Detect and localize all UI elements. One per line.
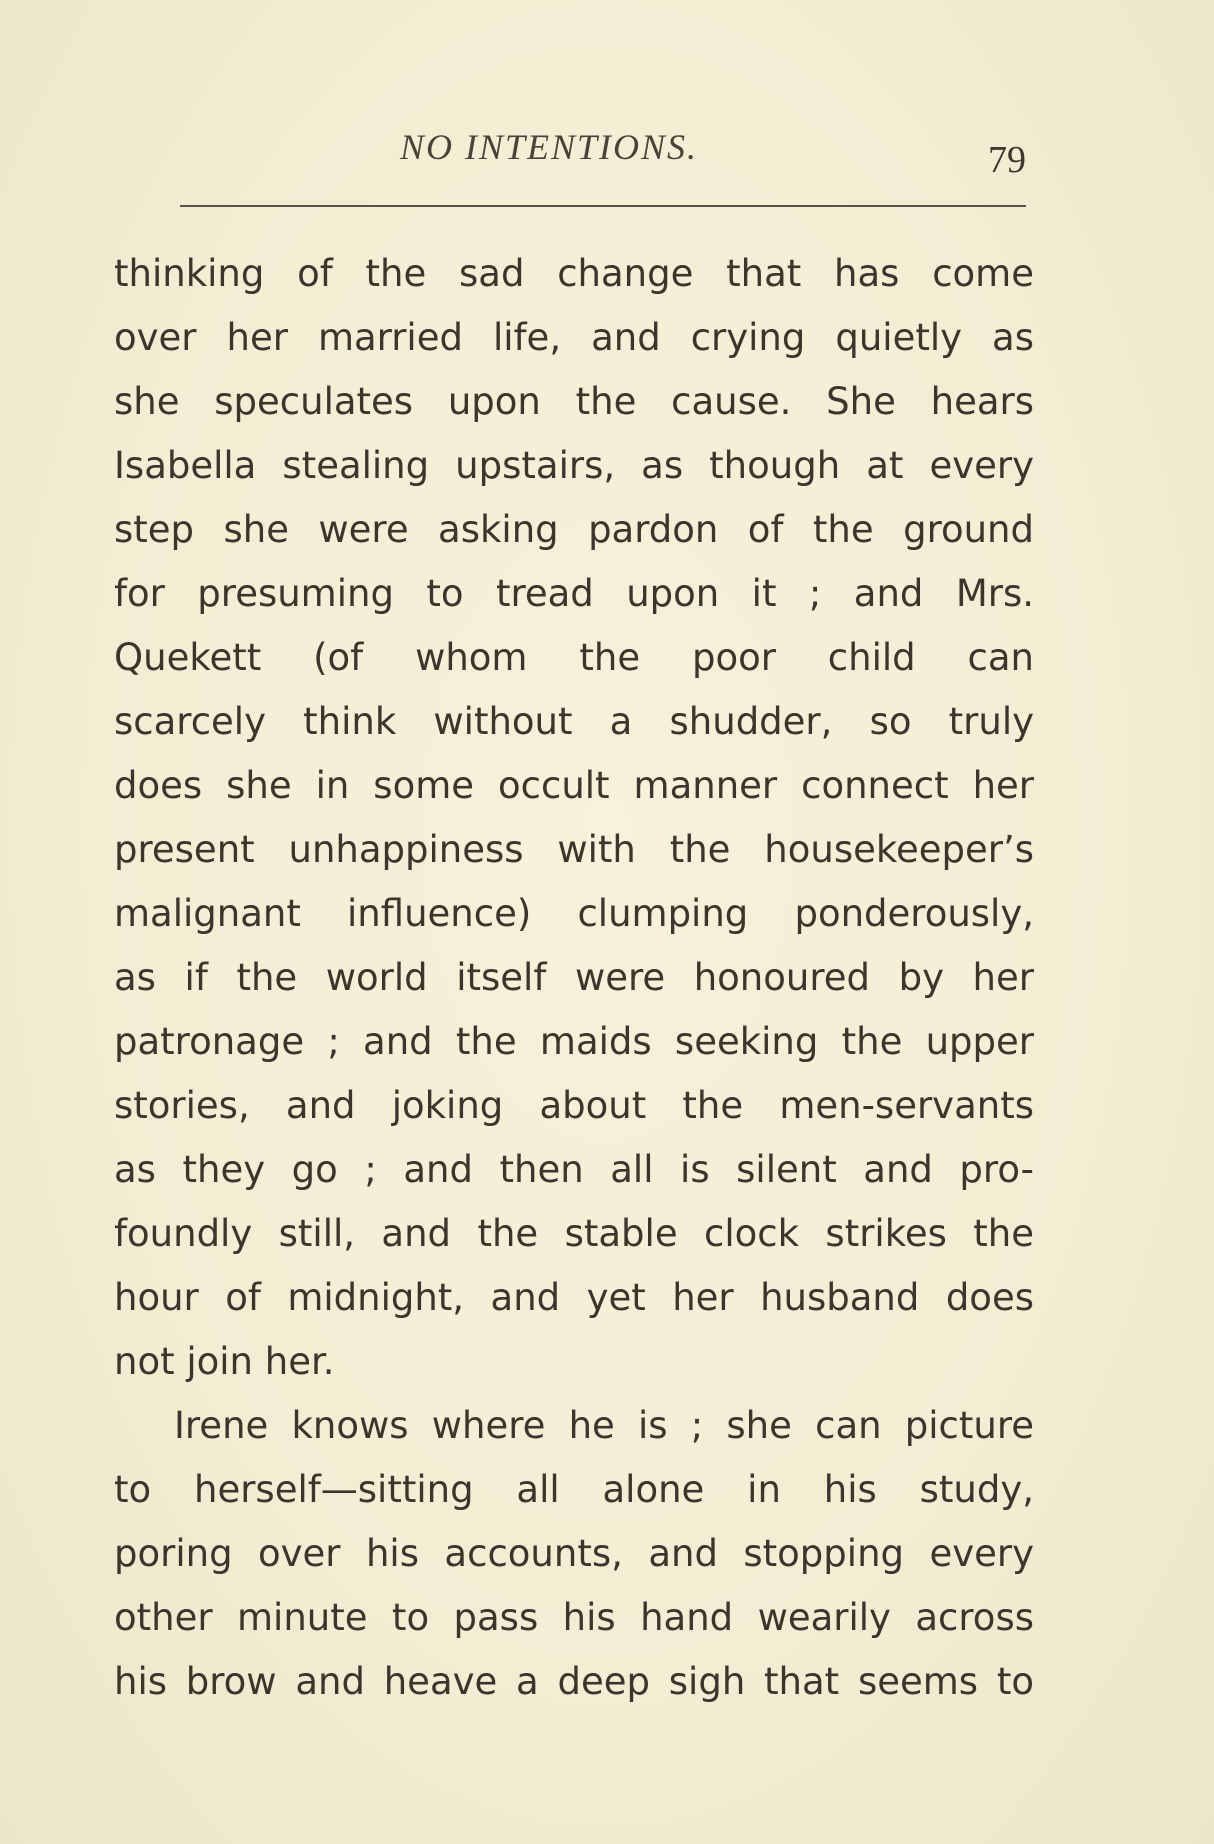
text-line: as if the world itself were honoured by her [114,956,1034,999]
body-text [114,242,1034,1714]
text-line: other minute to pass his hand wearily across [114,1596,1034,1639]
text-line: present unhappiness with the housekeeper’s [114,828,1034,871]
text-line: to herself—sitting all alone in his study, [114,1468,1034,1511]
running-head [0,126,1214,181]
running-title: NO INTENTIONS. [400,127,699,167]
text-line: malignant influence) clumping ponderously, [114,892,1034,935]
paragraph-start-line: Irene knows where he is ; she can picture [174,1404,1034,1447]
text-line: Quekett (of whom the poor child can [114,636,1034,679]
text-line: step she were asking pardon of the ground [114,508,1034,551]
text-line: over her married life, and crying quietly as [114,316,1034,359]
text-line: poring over his accounts, and stopping every [114,1532,1034,1575]
text-line: patronage ; and the maids seeking the upper [114,1020,1034,1063]
paragraph-end-line: not join her. [114,1340,335,1383]
text-line: Isabella stealing upstairs, as though at every [114,444,1034,487]
text-line: does she in some occult manner connect her [114,764,1034,807]
text-line: stories, and joking about the men-servants [114,1084,1034,1127]
text-line: hour of midnight, and yet her husband does [114,1276,1034,1319]
text-line: for presuming to tread upon it ; and Mrs. [114,572,1034,615]
text-line: as they go ; and then all is silent and pro- [114,1148,1034,1191]
page-number: 79 [988,139,1026,181]
header-rule [180,205,1026,207]
text-line: foundly still, and the stable clock strikes the [114,1212,1034,1255]
text-line: thinking of the sad change that has come [114,252,1034,295]
text-line: scarcely think without a shudder, so truly [114,700,1034,743]
text-line: she speculates upon the cause. She hears [114,380,1034,423]
text-line: his brow and heave a deep sigh that seems to [114,1660,1034,1703]
